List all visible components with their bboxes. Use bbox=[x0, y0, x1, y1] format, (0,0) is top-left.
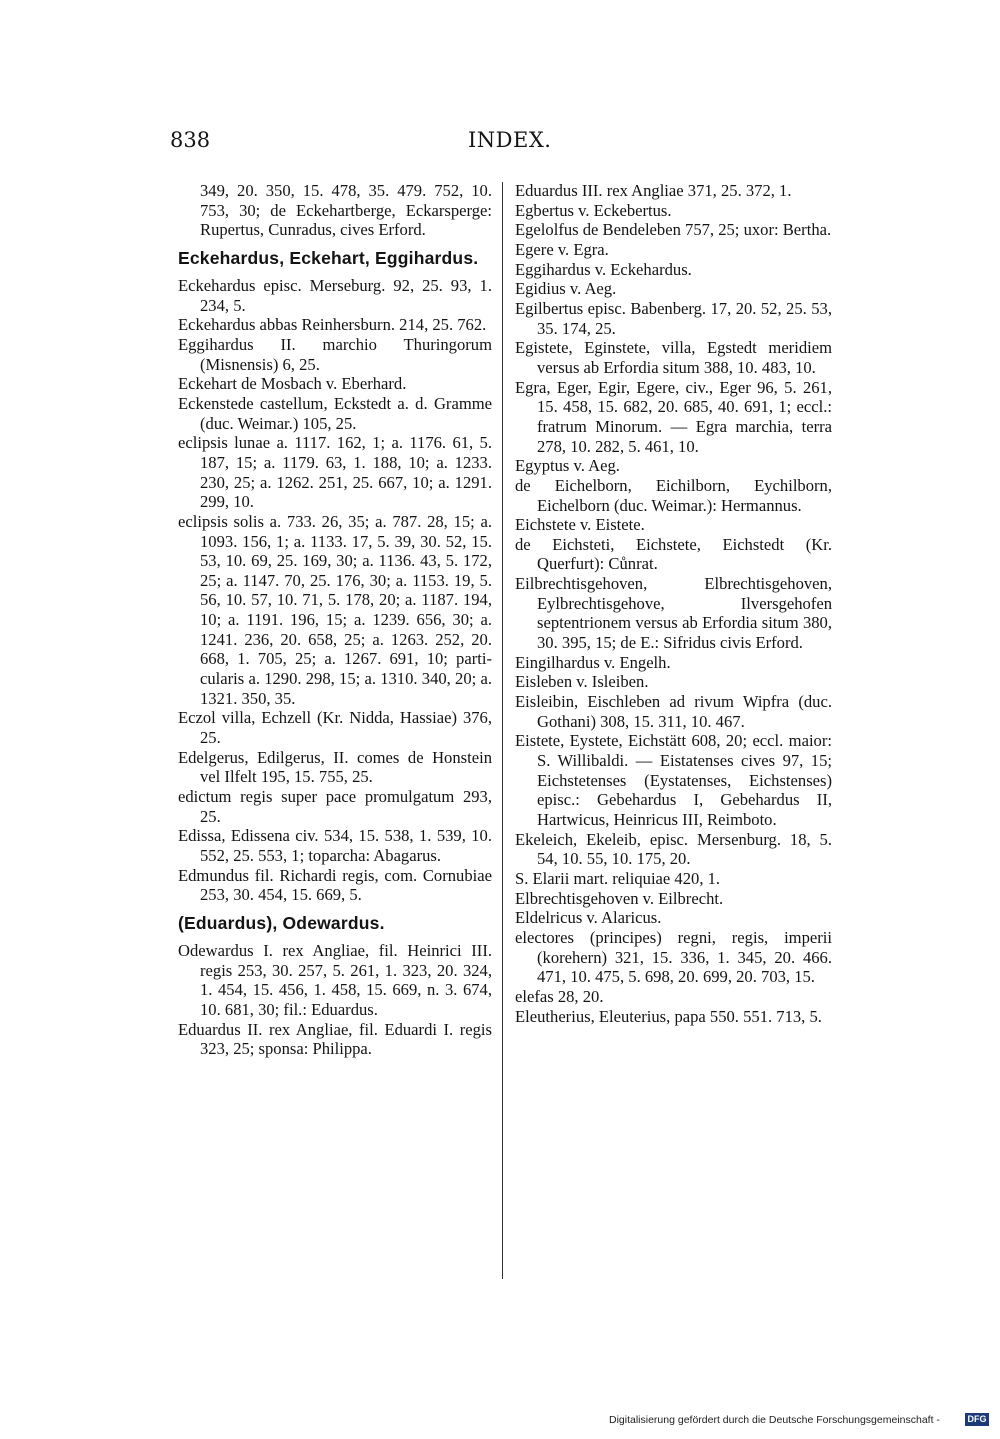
index-entry: Eckehardus episc. Merseburg. 92, 25. 93, 1. 234, 5. bbox=[178, 275, 492, 315]
index-entry: Egistete, Eginstete, villa, Egstedt meridiem versus ab Erfordia situm 388, 10. 483, 10. bbox=[515, 338, 832, 377]
dfg-logo: DFG bbox=[965, 1413, 989, 1426]
index-entry: Egelolfus de Bendeleben 757, 25; uxor: Bertha. bbox=[515, 220, 832, 240]
index-column-right bbox=[515, 181, 832, 1026]
index-entry: Eleutherius, Eleuterius, papa 550. 551. 713, 5. bbox=[515, 1006, 822, 1026]
index-entry: Egere v. Egra. bbox=[515, 239, 609, 259]
page-title: INDEX. bbox=[468, 128, 552, 152]
index-entry: Egilbertus episc. Babenberg. 17, 20. 52, 25. 53, 35. 174, 25. bbox=[515, 298, 832, 338]
page-number: 838 bbox=[170, 128, 211, 152]
index-entry: Odewardus I. rex Angliae, fil. Heinrici III. regis 253, 30. 257, 5. 261, 1. 323, 20. 324, 1. 454, 15. 456, 1. 458, 15. 669, n. 3. 674, 10. 681, 30; fil.: Eduardus. bbox=[178, 940, 492, 1019]
index-entry: Edmundus fil. Richardi regis, com. Cornubiae 253, 30. 454, 15. 669, 5. bbox=[178, 865, 492, 905]
index-entry: electores (principes) regni, regis, imperii (korehern) 321, 15. 336, 1. 345, 20. 466. 471, 10. 475, 5. 698, 20. 699, 20. 703, 15. bbox=[515, 927, 832, 987]
index-entry: Eisleben v. Isleiben. bbox=[515, 672, 649, 692]
index-entry: Eckehardus abbas Reinhersburn. 214, 25. 762. bbox=[178, 315, 487, 335]
index-heading: (Eduardus), Odewardus. bbox=[178, 912, 385, 933]
index-entry: Egyptus v. Aeg. bbox=[515, 456, 620, 476]
index-entry: Edelgerus, Edilgerus, II. comes de Honstein vel Ilfelt 195, 15. 755, 25. bbox=[178, 747, 492, 787]
index-heading: Eckehardus, Eckehart, Eggihardus. bbox=[178, 247, 479, 268]
index-entry: Ekeleich, Ekeleib, episc. Mersenburg. 18, 5. 54, 10. 55, 10. 175, 20. bbox=[515, 829, 832, 869]
index-entry: Eggihardus v. Eckehardus. bbox=[515, 259, 692, 279]
digitization-credit: Digitalisierung gefördert durch die Deutsche Forschungsgemeinschaft - bbox=[609, 1414, 940, 1426]
index-entry: elefas 28, 20. bbox=[515, 986, 604, 1006]
index-entry: Egidius v. Aeg. bbox=[515, 279, 617, 299]
index-entry: Eilbrechtisgehoven, Elbrechtisgehoven, Eylbrechtisgehove, Ilversgehofen septentrionem versus ab Erfordia situm 380, 30. 395, 15; de E.: Sifridus civis Erford. bbox=[515, 574, 832, 653]
index-entry: eclipsis lunae a. 1117. 162, 1; a. 1176. 61, 5. 187, 15; a. 1179. 63, 1. 188, 10; a. 1233. 230, 25; a. 1262. 251, 25. 667, 10; a. 1291. 299, 10. bbox=[178, 433, 492, 512]
index-entry: Elbrechtisgehoven v. Eilbrecht. bbox=[515, 888, 724, 908]
index-entry-continuation: 349, 20. 350, 15. 478, 35. 479. 752, 10. 753, 30; de Eckehartberge, Eckarsperge: Rupertus, Cunradus, cives Erford. bbox=[200, 181, 492, 240]
index-entry: Egra, Eger, Egir, Egere, civ., Eger 96, 5. 261, 15. 458, 15. 682, 20. 685, 40. 691, 1; eccl.: fratrum Minorum. — Egra marchia, terra 278, 10. 282, 5. 461, 10. bbox=[515, 377, 832, 456]
column-divider bbox=[502, 182, 503, 1279]
index-entry: Eisleibin, Eischleben ad rivum Wipfra (duc. Gothani) 308, 15. 311, 10. 467. bbox=[515, 692, 832, 731]
index-entry: Eduardus III. rex Angliae 371, 25. 372, 1. bbox=[515, 181, 792, 200]
index-entry: edictum regis super pace promulgatum 293, 25. bbox=[178, 787, 492, 826]
index-entry: Eckenstede castellum, Eckstedt a. d. Gramme (duc. Weimar.) 105, 25. bbox=[178, 393, 492, 433]
index-entry: Eduardus II. rex Angliae, fil. Eduardi I. regis 323, 25; sponsa: Philippa. bbox=[178, 1019, 492, 1059]
index-entry: Eckehart de Mosbach v. Eberhard. bbox=[178, 374, 407, 394]
index-entry: Eingilhardus v. Engelh. bbox=[515, 652, 671, 672]
index-entry: Eggihardus II. marchio Thuringorum (Misnensis) 6, 25. bbox=[178, 334, 492, 374]
index-entry: Eistete, Eystete, Eichstätt 608, 20; eccl. maior: S. Willibaldi. — Eistatenses cives 97, 15; Eichstetenses (Eystatenses, Eichstenses) episc.: Gebehardus I, Gebehardus II, Hartwicus, Heinricus III, Reimboto. bbox=[515, 731, 832, 829]
index-entry: de Eichelborn, Eichilborn, Eychilborn, Eichelborn (duc. Weimar.): Hermannus. bbox=[515, 475, 832, 515]
index-column-left bbox=[178, 181, 492, 1059]
index-entry: de Eichsteti, Eichstete, Eichstedt (Kr. Querfurt): Cůnrat. bbox=[515, 534, 832, 574]
index-entry: S. Elarii mart. reliquiae 420, 1. bbox=[515, 868, 721, 888]
index-entry: Egbertus v. Eckebertus. bbox=[515, 200, 672, 220]
index-entry: eclipsis solis a. 733. 26, 35; a. 787. 28, 15; a. 1093. 156, 1; a. 1133. 17, 5. 39, 30. 52, 15. 53, 10. 69, 25. 169, 30; a. 1136. 43, 5. 172, 25; a. 1147. 70, 25. 176, 30; a. 1153. 19, 5. 56, 10. 57, 10. 71, 5. 178, 20; a. 1187. 194, 10; a. 1191. 196, 15; a. 1239. 656, 30; a. 1241. 236, 20. 658, 25; a. 1263. 252, 20. 668, 1. 705, 25; a. 1267. 691, 10; particularis a. 1290. 298, 15; a. 1310. 340, 20; a. 1321. 350, 35. bbox=[178, 511, 492, 708]
index-entry: Edissa, Edissena civ. 534, 15. 538, 1. 539, 10. 552, 25. 553, 1; toparcha: Abagarus. bbox=[178, 826, 492, 865]
index-entry: Eldelricus v. Alaricus. bbox=[515, 908, 662, 928]
index-entry: Eczol villa, Echzell (Kr. Nidda, Hassiae) 376, 25. bbox=[178, 708, 492, 748]
index-entry: Eichstete v. Eistete. bbox=[515, 515, 645, 535]
